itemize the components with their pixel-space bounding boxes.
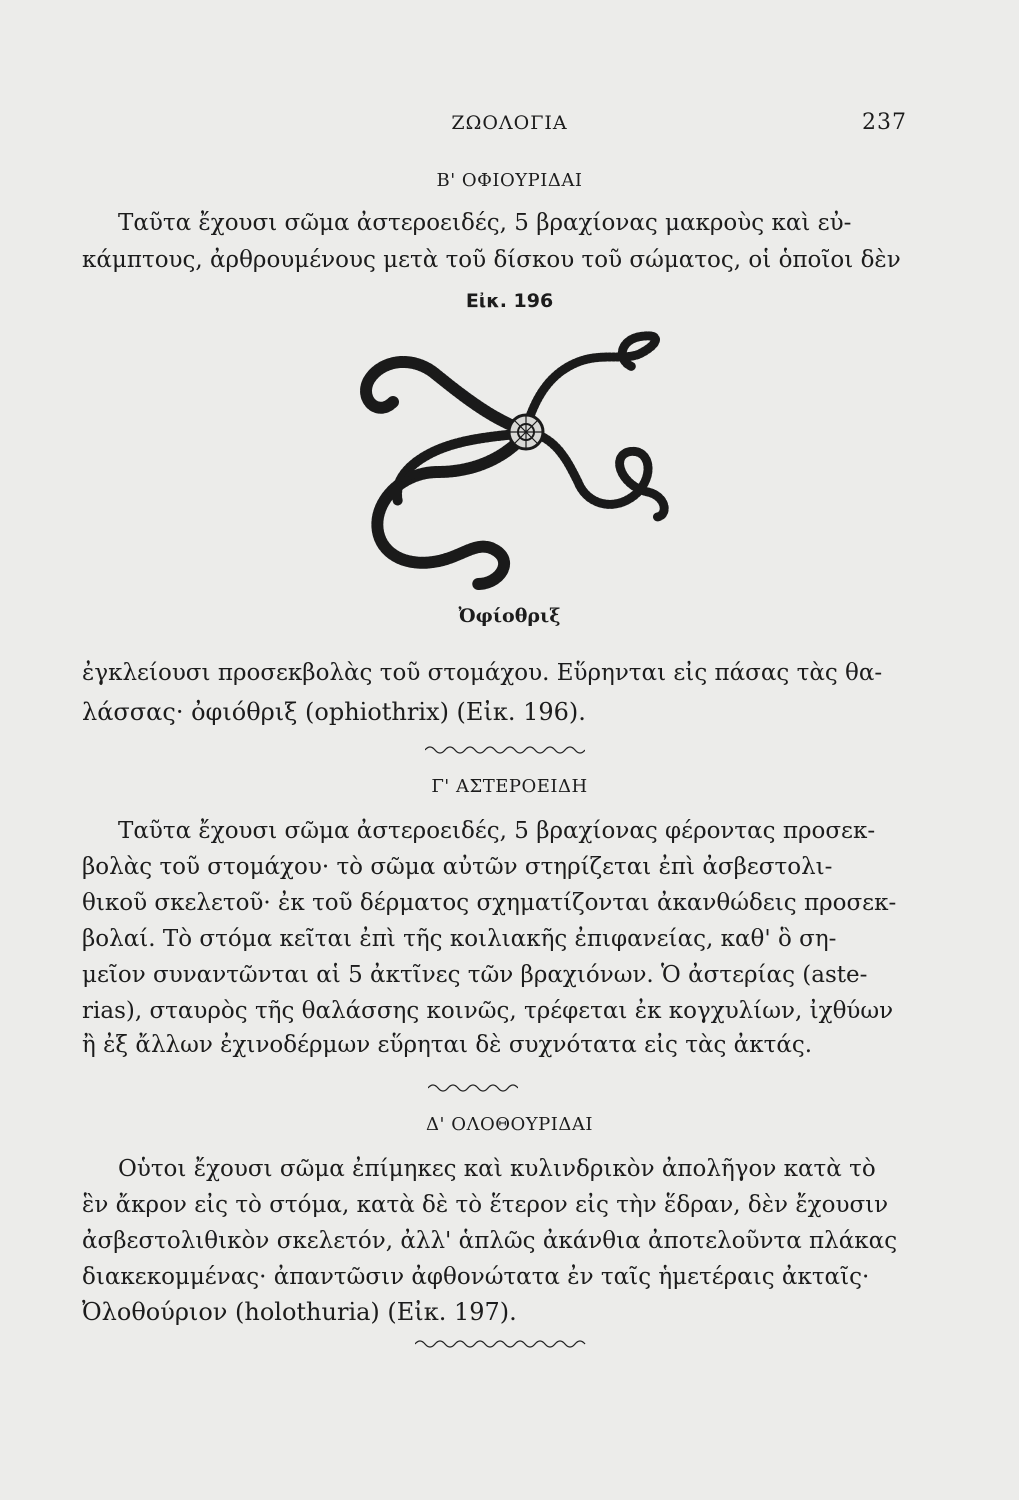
ornament-divider <box>425 744 585 756</box>
running-head: ΖΩΟΛΟΓΙΑ <box>451 112 568 134</box>
text-line: Οὗτοι ἔχουσι σῶμα ἐπίμηκες καὶ κυλινδρικὸν ἀπολῆγον κατὰ τὸ <box>118 1156 876 1182</box>
text-line: Ταῦτα ἔχουσι σῶμα ἀστεροειδές, 5 βραχίονας φέροντας προσεκ- <box>118 818 876 844</box>
text-line: βολὰς τοῦ στομάχου· τὸ σῶμα αὐτῶν στηρίζεται ἐπὶ ἀσβεστολι- <box>82 854 833 880</box>
page-number: 237 <box>862 110 907 135</box>
ornament-divider <box>415 1338 590 1350</box>
section-heading-ophiuridae: Β' ΟΦΙΟΥΡΙΔΑΙ <box>436 170 583 191</box>
text-line: κάμπτους, ἀρθρουμένους μετὰ τοῦ δίσκου τοῦ σώματος, οἱ ὁποῖοι δὲν <box>82 247 901 273</box>
text-line: θικοῦ σκελετοῦ· ἐκ τοῦ δέρματος σχηματίζονται ἀκανθώδεις προσεκ- <box>82 890 897 916</box>
section-heading-asteroidea: Γ' ΑΣΤΕΡΟΕΙΔΗ <box>431 776 588 797</box>
brittle-star-icon <box>338 322 688 604</box>
text-line: Ὀλοθούριον (holothuria) (Εἰκ. 197). <box>82 1298 517 1326</box>
text-line: ἓν ἄκρον εἰς τὸ στόμα, κατὰ δὲ τὸ ἕτερον εἰς τὴν ἕδραν, δὲν ἔχουσιν <box>82 1192 889 1218</box>
ornament-divider <box>428 1082 518 1094</box>
text-line: Ταῦτα ἔχουσι σῶμα ἀστεροειδές, 5 βραχίονας μακροὺς καὶ εὐ- <box>118 210 852 236</box>
text-line: ἀσβεστολιθικὸν σκελετόν, ἀλλ' ἁπλῶς ἀκάνθια ἀποτελοῦντα πλάκας <box>82 1228 898 1254</box>
text-line: ἢ ἐξ ἄλλων ἐχινοδέρμων εὕρηται δὲ συχνότατα εἰς τὰς ἀκτάς. <box>82 1032 813 1058</box>
figure-caption: Ὀφίοθριξ <box>458 605 561 627</box>
text-line: λάσσας· ὀφιόθριξ (ophiothrix) (Εἰκ. 196). <box>82 698 586 726</box>
text-line: βολαί. Τὸ στόμα κεῖται ἐπὶ τῆς κοιλιακῆς ἐπιφανείας, καθ' ὃ ση- <box>82 926 837 952</box>
figure-label: Εἰκ. 196 <box>465 290 554 312</box>
text-line: μεῖον συναντῶνται αἱ 5 ἀκτῖνες τῶν βραχιόνων. Ὁ ἀστερίας (aste- <box>82 962 868 988</box>
text-line: ἐγκλείουσι προσεκβολὰς τοῦ στομάχου. Εὕρηνται εἰς πάσας τὰς θα- <box>82 660 883 686</box>
text-line: διακεκομμένας· ἀπαντῶσιν ἀφθονώτατα ἐν ταῖς ἡμετέραις ἀκταῖς· <box>82 1264 870 1290</box>
section-heading-holothuroidea: Δ' ΟΛΟΘΟΥΡΙΔΑΙ <box>426 1114 593 1135</box>
text-line: rias), σταυρὸς τῆς θαλάσσης κοινῶς, τρέφεται ἐκ κογχυλίων, ἰχθύων <box>82 998 894 1024</box>
